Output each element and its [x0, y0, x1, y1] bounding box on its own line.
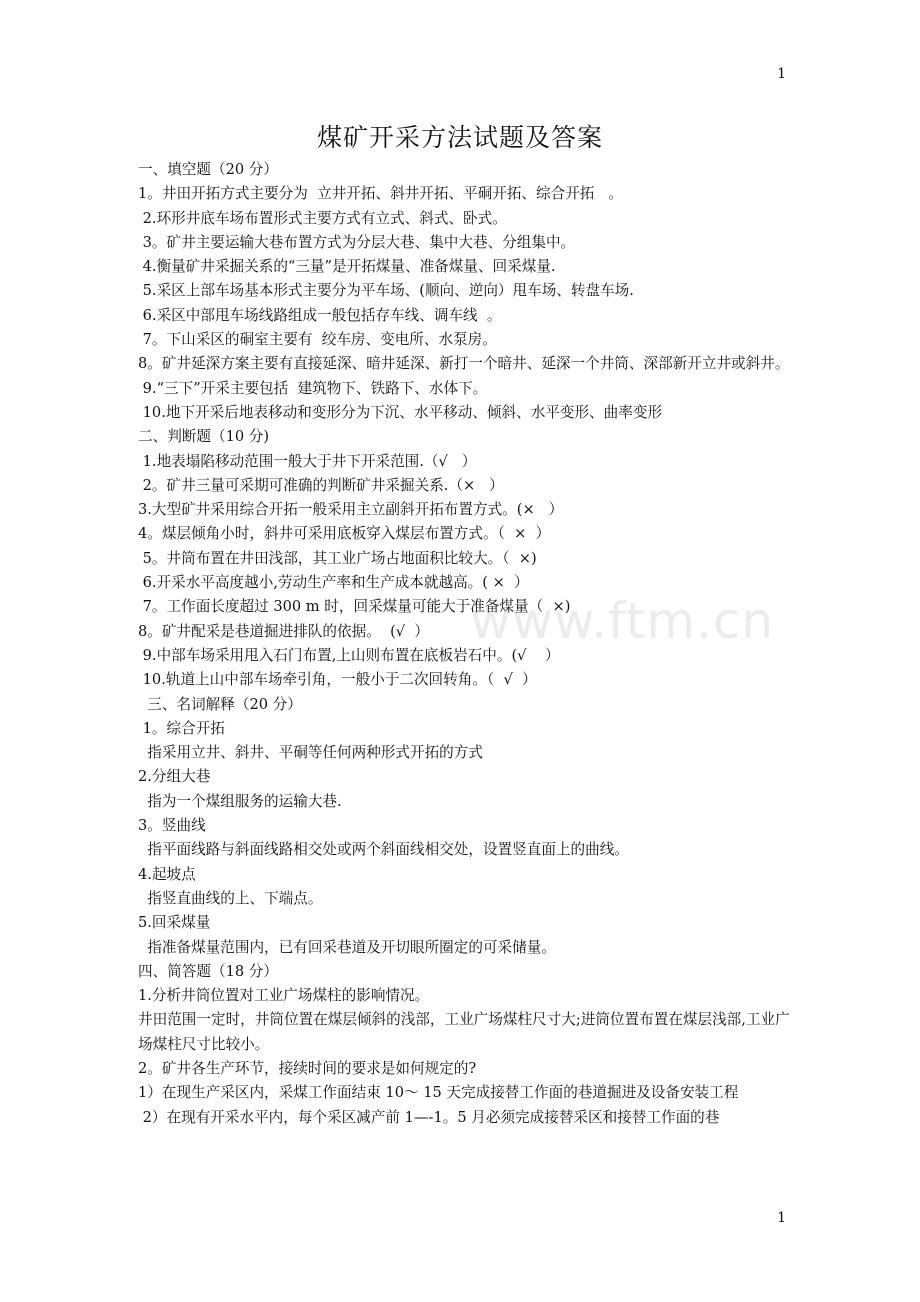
term-5-definition: 指准备煤量范围内，已有回采巷道及开切眼所圈定的可采储量。 [138, 938, 556, 956]
watermark: www.ftm.cn [470, 592, 775, 650]
document-title: 煤矿开采方法试题及答案 [316, 123, 603, 152]
term-3-definition: 指平面线路与斜面线路相交处或两个斜面线相交处，设置竖直面上的曲线。 [138, 841, 629, 859]
term-3: 3。竖曲线 [138, 817, 206, 835]
true-false-item-7: 7。工作面长度超过 300 m 时，回采煤量可能大于准备煤量（ ×) [138, 598, 571, 616]
term-1: 1。综合开拓 [138, 719, 225, 737]
short-answer-answer-1: 井田范围一定时，井筒位置在煤层倾斜的浅部，工业广场煤柱尺寸大;进筒位置布置在煤层浅部,工业广场煤柱尺寸比较小。 [138, 1011, 790, 1053]
short-answer-answer-2-point-2: 2）在现有开采水平内，每个采区减产前 1—-1。5 月必须完成接替采区和接替工作面的巷 [138, 1108, 720, 1126]
short-answer-question-2: 2。矿井各生产环节，接续时间的要求是如何规定的? [138, 1059, 477, 1077]
fill-blank-item-5: 5.采区上部车场基本形式主要分为平车场、(顺向、逆向）甩车场、转盘车场. [138, 282, 634, 300]
term-4-definition: 指竖直曲线的上、下端点。 [138, 889, 323, 907]
term-1-definition: 指采用立井、斜井、平硐等任何两种形式开拓的方式 [138, 744, 483, 762]
fill-blank-item-6: 6.采区中部甩车场线路组成一般包括存车线、调车线 。 [138, 306, 502, 324]
document-body [138, 158, 790, 1130]
short-answer-question-1: 1.分析井筒位置对工业广场煤柱的影响情况。 [138, 987, 430, 1005]
fill-blank-item-4: 4.衡量矿井采掘关系的“三量”是开拓煤量、准备煤量、回采煤量. [138, 258, 556, 276]
term-2-definition: 指为一个煤组服务的运输大巷. [138, 792, 342, 810]
true-false-item-8: 8。矿井配采是巷道掘进排队的依据。 (√ ） [138, 622, 429, 640]
fill-blank-item-3: 3。矿井主要运输大巷布置方式为分层大巷、集中大巷、分组集中。 [138, 233, 576, 251]
section-heading-true-false: 二、判断题（10 分) [138, 428, 270, 446]
section-heading-short-answer: 四、简答题（18 分） [138, 962, 278, 980]
true-false-item-2: 2。矿井三量可采期可准确的判断矿井采掘关系.（× ） [138, 476, 504, 494]
fill-blank-item-2: 2.环形井底车场布置形式主要方式有立式、斜式、卧式。 [138, 209, 507, 227]
fill-blank-item-1: 1。井田开拓方式主要分为 立井开拓、斜井开拓、平硐开拓、综合开拓 。 [138, 185, 623, 203]
fill-blank-item-7: 7。下山采区的硐室主要有 绞车房、变电所、水泵房。 [138, 331, 497, 349]
page-number-top: 1 [777, 66, 786, 82]
fill-blank-item-9: 9.“三下”开采主要包括 建筑物下、铁路下、水体下。 [138, 379, 488, 397]
true-false-item-4: 4。煤层倾角小时，斜井可采用底板穿入煤层布置方式。（ × ） [138, 525, 551, 543]
true-false-item-6: 6.开采水平高度越小,劳动生产率和生产成本就越高。( × ） [138, 574, 529, 592]
true-false-item-1: 1.地表塌陷移动范围一般大于井下开采范围.（√ ） [138, 452, 477, 470]
true-false-item-10: 10.轨道上山中部车场牵引角，一般小于二次回转角。（ √ ） [138, 671, 537, 689]
true-false-item-5: 5。井筒布置在井田浅部，其工业广场占地面积比较大。（ ×) [138, 549, 537, 567]
section-heading-term-definitions: 三、名词解释（20 分） [138, 695, 302, 713]
true-false-item-9: 9.中部车场采用甩入石门布置,上山则布置在底板岩石中。(√ ） [138, 646, 560, 664]
true-false-item-3: 3.大型矿井采用综合开拓一般采用主立副斜开拓布置方式。(× ） [138, 501, 564, 519]
short-answer-answer-2-point-1: 1）在现生产采区内，采煤工作面结束 10～ 15 天完成接替工作面的巷道掘进及设备安装工程 [138, 1084, 739, 1102]
term-5: 5.回采煤量 [138, 914, 211, 932]
term-4: 4.起坡点 [138, 865, 196, 883]
term-2: 2.分组大巷 [138, 768, 211, 786]
page-number-bottom: 1 [777, 1210, 786, 1226]
fill-blank-item-10: 10.地下开采后地表移动和变形分为下沉、水平移动、倾斜、水平变形、曲率变形 [138, 403, 663, 421]
section-heading-fill-blank: 一、填空题（20 分） [138, 161, 278, 178]
fill-blank-item-8: 8。矿井延深方案主要有直接延深、暗井延深、新打一个暗井、延深一个井筒、深部新开立井或斜井。 [138, 355, 790, 373]
